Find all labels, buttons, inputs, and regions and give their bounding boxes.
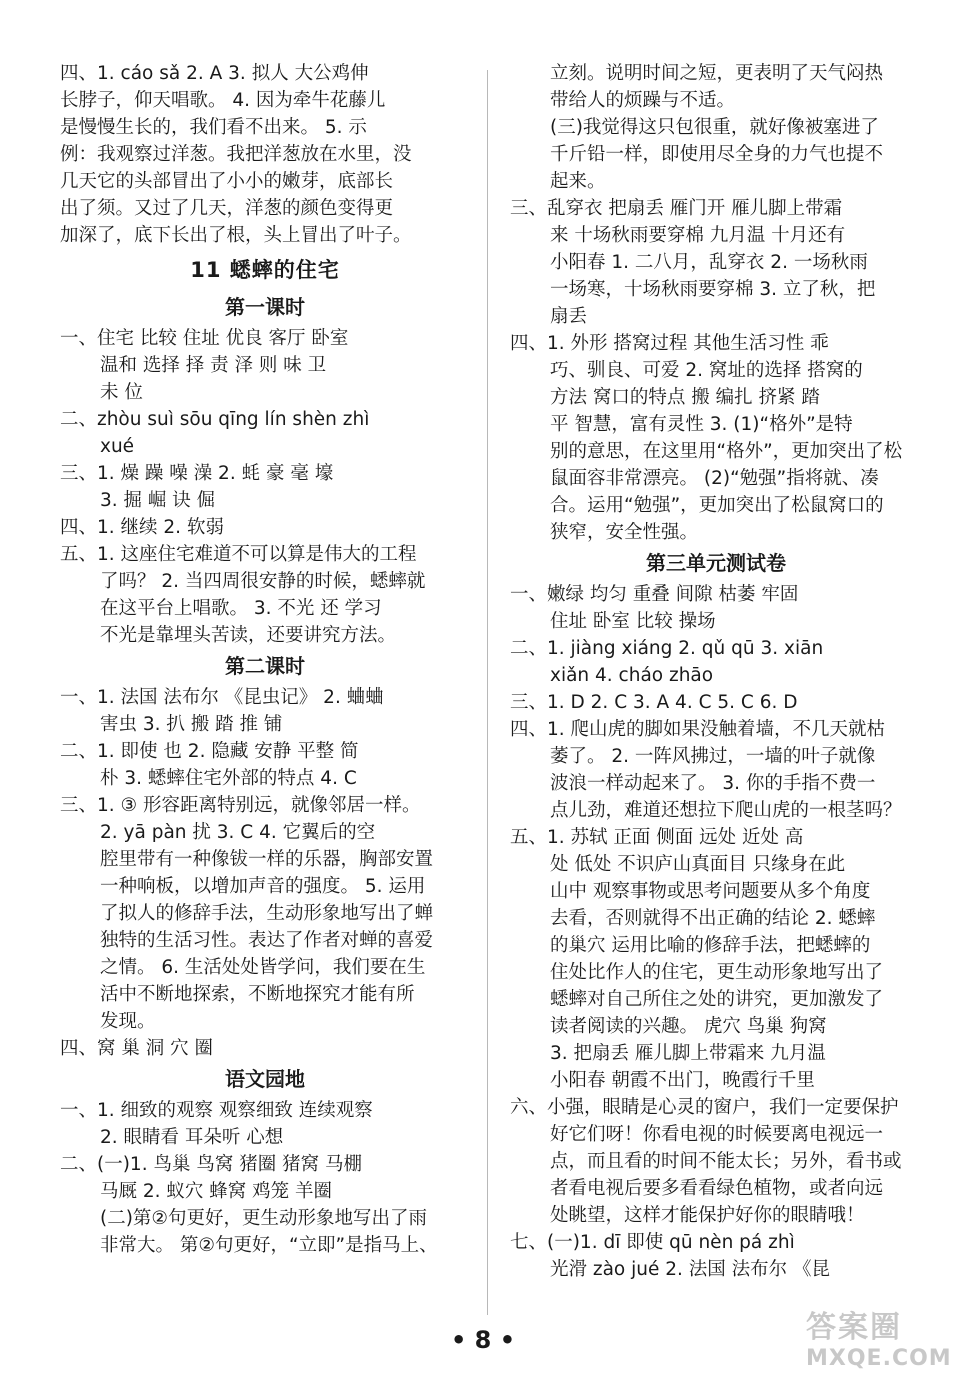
answer-line: 去看，否则就得不出正确的结论 2. 蟋蟀 (550, 908, 876, 929)
answer-line: 了拟人的修辞手法，生动形象地写出了蝉 (100, 903, 434, 924)
answer-line: 小阳春 1. 二八月，乱穿衣 2. 一场秋雨 (550, 252, 868, 273)
left-column (60, 60, 470, 1259)
answer-line: 害虫 3. 扒 搬 踏 推 铺 (100, 714, 283, 735)
answer-line: 马厩 2. 蚁穴 蜂窝 鸡笼 羊圈 (100, 1181, 333, 1202)
answer-line: 蟋蟀对自己所住之处的讲究，更加激发了 (550, 989, 884, 1010)
answer-line: 2. yā pàn 扰 3. C 4. 它翼后的空 (100, 822, 376, 843)
answer-line: 巧、驯良、可爱 2. 窝址的选择 搭窝的 (550, 360, 863, 381)
answer-line: 读者阅读的兴趣。 虎穴 鸟巢 狗窝 (550, 1016, 827, 1037)
answer-line: (二)第②句更好，更生动形象地写出了雨 (100, 1208, 428, 1229)
section-heading: 第三单元测试卷 (646, 551, 786, 575)
answer-line: 未 位 (100, 382, 143, 403)
answer-line: 二、1. 即使 也 2. 隐藏 安静 平整 简 (60, 741, 359, 762)
answer-line: 三、1. ③ 形容距离特别远，就像邻居一样。 (60, 795, 421, 816)
answer-line: 三、1. 燥 躁 噪 澡 2. 蚝 豪 毫 壕 (60, 463, 334, 484)
answer-line: 一种响板，以增加声音的强度。 5. 运用 (100, 876, 426, 897)
answer-line: 立刻。说明时间之短，更表明了天气闷热 (550, 63, 884, 84)
answer-line: 例：我观察过洋葱。我把洋葱放在水里，没 (60, 144, 412, 165)
answer-line: 几天它的头部冒出了小小的嫩芽，底部长 (60, 171, 394, 192)
answer-line: 狭窄，安全性强。 (550, 522, 699, 543)
answer-line: 起来。 (550, 171, 606, 192)
answer-line: 扇丢 (550, 306, 588, 327)
answer-line: 波浪一样动起来了。 3. 你的手指不费一 (550, 773, 876, 794)
answer-line: 千斤铅一样，即使用尽全身的力气也提不 (550, 144, 884, 165)
answer-line: (三)我觉得这只包很重，就好像被塞进了 (550, 117, 879, 138)
answer-line: 七、(一)1. dī 即使 qū nèn pá zhì (510, 1232, 795, 1253)
answer-line: 五、1. 这座住宅难道不可以算是伟大的工程 (60, 544, 417, 565)
answer-line: 好它们呀！你看电视的时候要离电视远一 (550, 1124, 884, 1145)
watermark-logo-text: 答案圈 (806, 1310, 902, 1345)
answer-line: 三、乱穿衣 把扇丢 雁门开 雁儿脚上带霜 (510, 198, 843, 219)
answer-line: 朴 3. 蟋蟀住宅外部的特点 4. C (100, 768, 357, 789)
answer-line: 2. 眼睛看 耳朵听 心想 (100, 1127, 284, 1148)
answer-line: 二、1. jiàng xiáng 2. qǔ qū 3. xiān (510, 638, 824, 659)
answer-line: 在这平台上唱歌。 3. 不光 还 学习 (100, 598, 382, 619)
watermark-url: MXQE.COM (806, 1346, 952, 1371)
answer-line: 平 智慧，富有灵性 3. (1)“格外”是特 (550, 414, 853, 435)
section-heading: 第一课时 (225, 295, 305, 319)
answer-line: 二、(一)1. 鸟巢 鸟窝 猪圈 猪窝 马棚 (60, 1154, 362, 1175)
answer-line: 不光是靠埋头苦读，还要讲究方法。 (100, 625, 397, 646)
answer-line: 3. 掘 崛 诀 倔 (100, 490, 216, 511)
answer-line: 四、1. 爬山虎的脚如果没触着墙，不几天就枯 (510, 719, 886, 740)
answer-line: 是慢慢生长的，我们看不出来。 5. 示 (60, 117, 367, 138)
answer-line: 萎了。 2. 一阵风拂过，一墙的叶子就像 (550, 746, 876, 767)
answer-line: 一、住宅 比较 住址 优良 客厅 卧室 (60, 328, 349, 349)
answer-line: 点，而且看的时间不能太长；另外，看书或 (550, 1151, 902, 1172)
answer-line: 之情。 6. 生活处处皆学问，我们要在生 (100, 957, 426, 978)
section-heading: 第二课时 (225, 654, 305, 678)
column-divider (487, 70, 488, 1315)
answer-line: xiǎn 4. cháo zhāo (550, 665, 714, 686)
answer-line: 者看电视后要多看看绿色植物，或者向远 (550, 1178, 884, 1199)
answer-line: 了吗？ 2. 当四周很安静的时候，蟋蟀就 (100, 571, 426, 592)
answer-line: 点儿劲，难道还想拉下爬山虎的一根茎吗？ (550, 800, 902, 821)
answer-line: 四、1. cáo sǎ 2. A 3. 拟人 大公鸡伸 (60, 63, 369, 84)
answer-line: 一、1. 细致的观察 观察细致 连续观察 (60, 1100, 373, 1121)
answer-line: 小阳春 朝霞不出门，晚霞行千里 (550, 1070, 815, 1091)
answer-line: 别的意思，在这里用“格外”，更加突出了松 (550, 441, 903, 462)
answer-line: 一、1. 法国 法布尔 《昆虫记》 2. 蛐蛐 (60, 687, 384, 708)
answer-line: 四、1. 继续 2. 软弱 (60, 517, 224, 538)
answer-line: xué (100, 436, 135, 457)
answer-line: 独特的生活习性。表达了作者对蝉的喜爱 (100, 930, 434, 951)
answer-line: 一、嫩绿 均匀 重叠 间隙 枯萎 牢固 (510, 584, 799, 605)
answer-line: 五、1. 苏轼 正面 侧面 远处 近处 高 (510, 827, 804, 848)
section-heading: 语文园地 (225, 1067, 305, 1091)
answer-line: 的巢穴 运用比喻的修辞手法，把蟋蟀的 (550, 935, 871, 956)
answer-line: 长脖子，仰天唱歌。 4. 因为牵牛花藤儿 (60, 90, 386, 111)
answer-line: 三、1. D 2. C 3. A 4. C 5. C 6. D (510, 692, 798, 713)
answer-line: 带给人的烦躁与不适。 (550, 90, 736, 111)
answer-line: 处眺望，这样才能保护好你的眼睛哦！ (550, 1205, 865, 1226)
page-number: • 8 • (450, 1326, 516, 1354)
answer-line: 鼠面容非常漂亮。 (2)“勉强”指将就、凑 (550, 468, 879, 489)
answer-line: 住处比作人的住宅，更生动形象地写出了 (550, 962, 884, 983)
answer-line: 非常大。 第②句更好，“立即”是指马上、 (100, 1235, 438, 1256)
answer-line: 温和 选择 择 责 泽 则 味 卫 (100, 355, 327, 376)
answer-line: 山中 观察事物或思考问题要从多个角度 (550, 881, 871, 902)
answer-line: 一场寒，十场秋雨要穿棉 3. 立了秋，把 (550, 279, 876, 300)
right-column (510, 60, 922, 1283)
answer-line: 方法 窝口的特点 搬 编扎 挤紧 踏 (550, 387, 820, 408)
answer-line: 光滑 zào jué 2. 法国 法布尔 《昆 (550, 1259, 831, 1280)
answer-line: 四、1. 外形 搭窝过程 其他生活习性 乖 (510, 333, 829, 354)
answer-line: 四、窝 巢 洞 穴 圈 (60, 1038, 214, 1059)
answer-line: 来 十场秋雨要穿棉 九月温 十月还有 (550, 225, 846, 246)
answer-line: 六、小强，眼睛是心灵的窗户，我们一定要保护 (510, 1097, 899, 1118)
answer-line: 腔里带有一种像钹一样的乐器，胸部安置 (100, 849, 434, 870)
answer-line: 处 低处 不识庐山真面目 只缘身在此 (550, 854, 846, 875)
answer-line: 合。运用“勉强”，更加突出了松鼠窝口的 (550, 495, 884, 516)
answer-line: 活中不断地探索，不断地探究才能有所 (100, 984, 415, 1005)
answer-line: 二、zhòu suì sōu qīng lín shèn zhì (60, 409, 370, 430)
answer-line: 加深了，底下长出了根，头上冒出了叶子。 (60, 225, 412, 246)
answer-line: 发现。 (100, 1011, 156, 1032)
lesson-title: 11 蟋蟀的住宅 (190, 258, 340, 282)
answer-line: 3. 把扇丢 雁儿脚上带霜来 九月温 (550, 1043, 826, 1064)
answer-line: 住址 卧室 比较 操场 (550, 611, 716, 632)
answer-line: 出了须。又过了几天，洋葱的颜色变得更 (60, 198, 394, 219)
watermark-logo (806, 1302, 956, 1374)
